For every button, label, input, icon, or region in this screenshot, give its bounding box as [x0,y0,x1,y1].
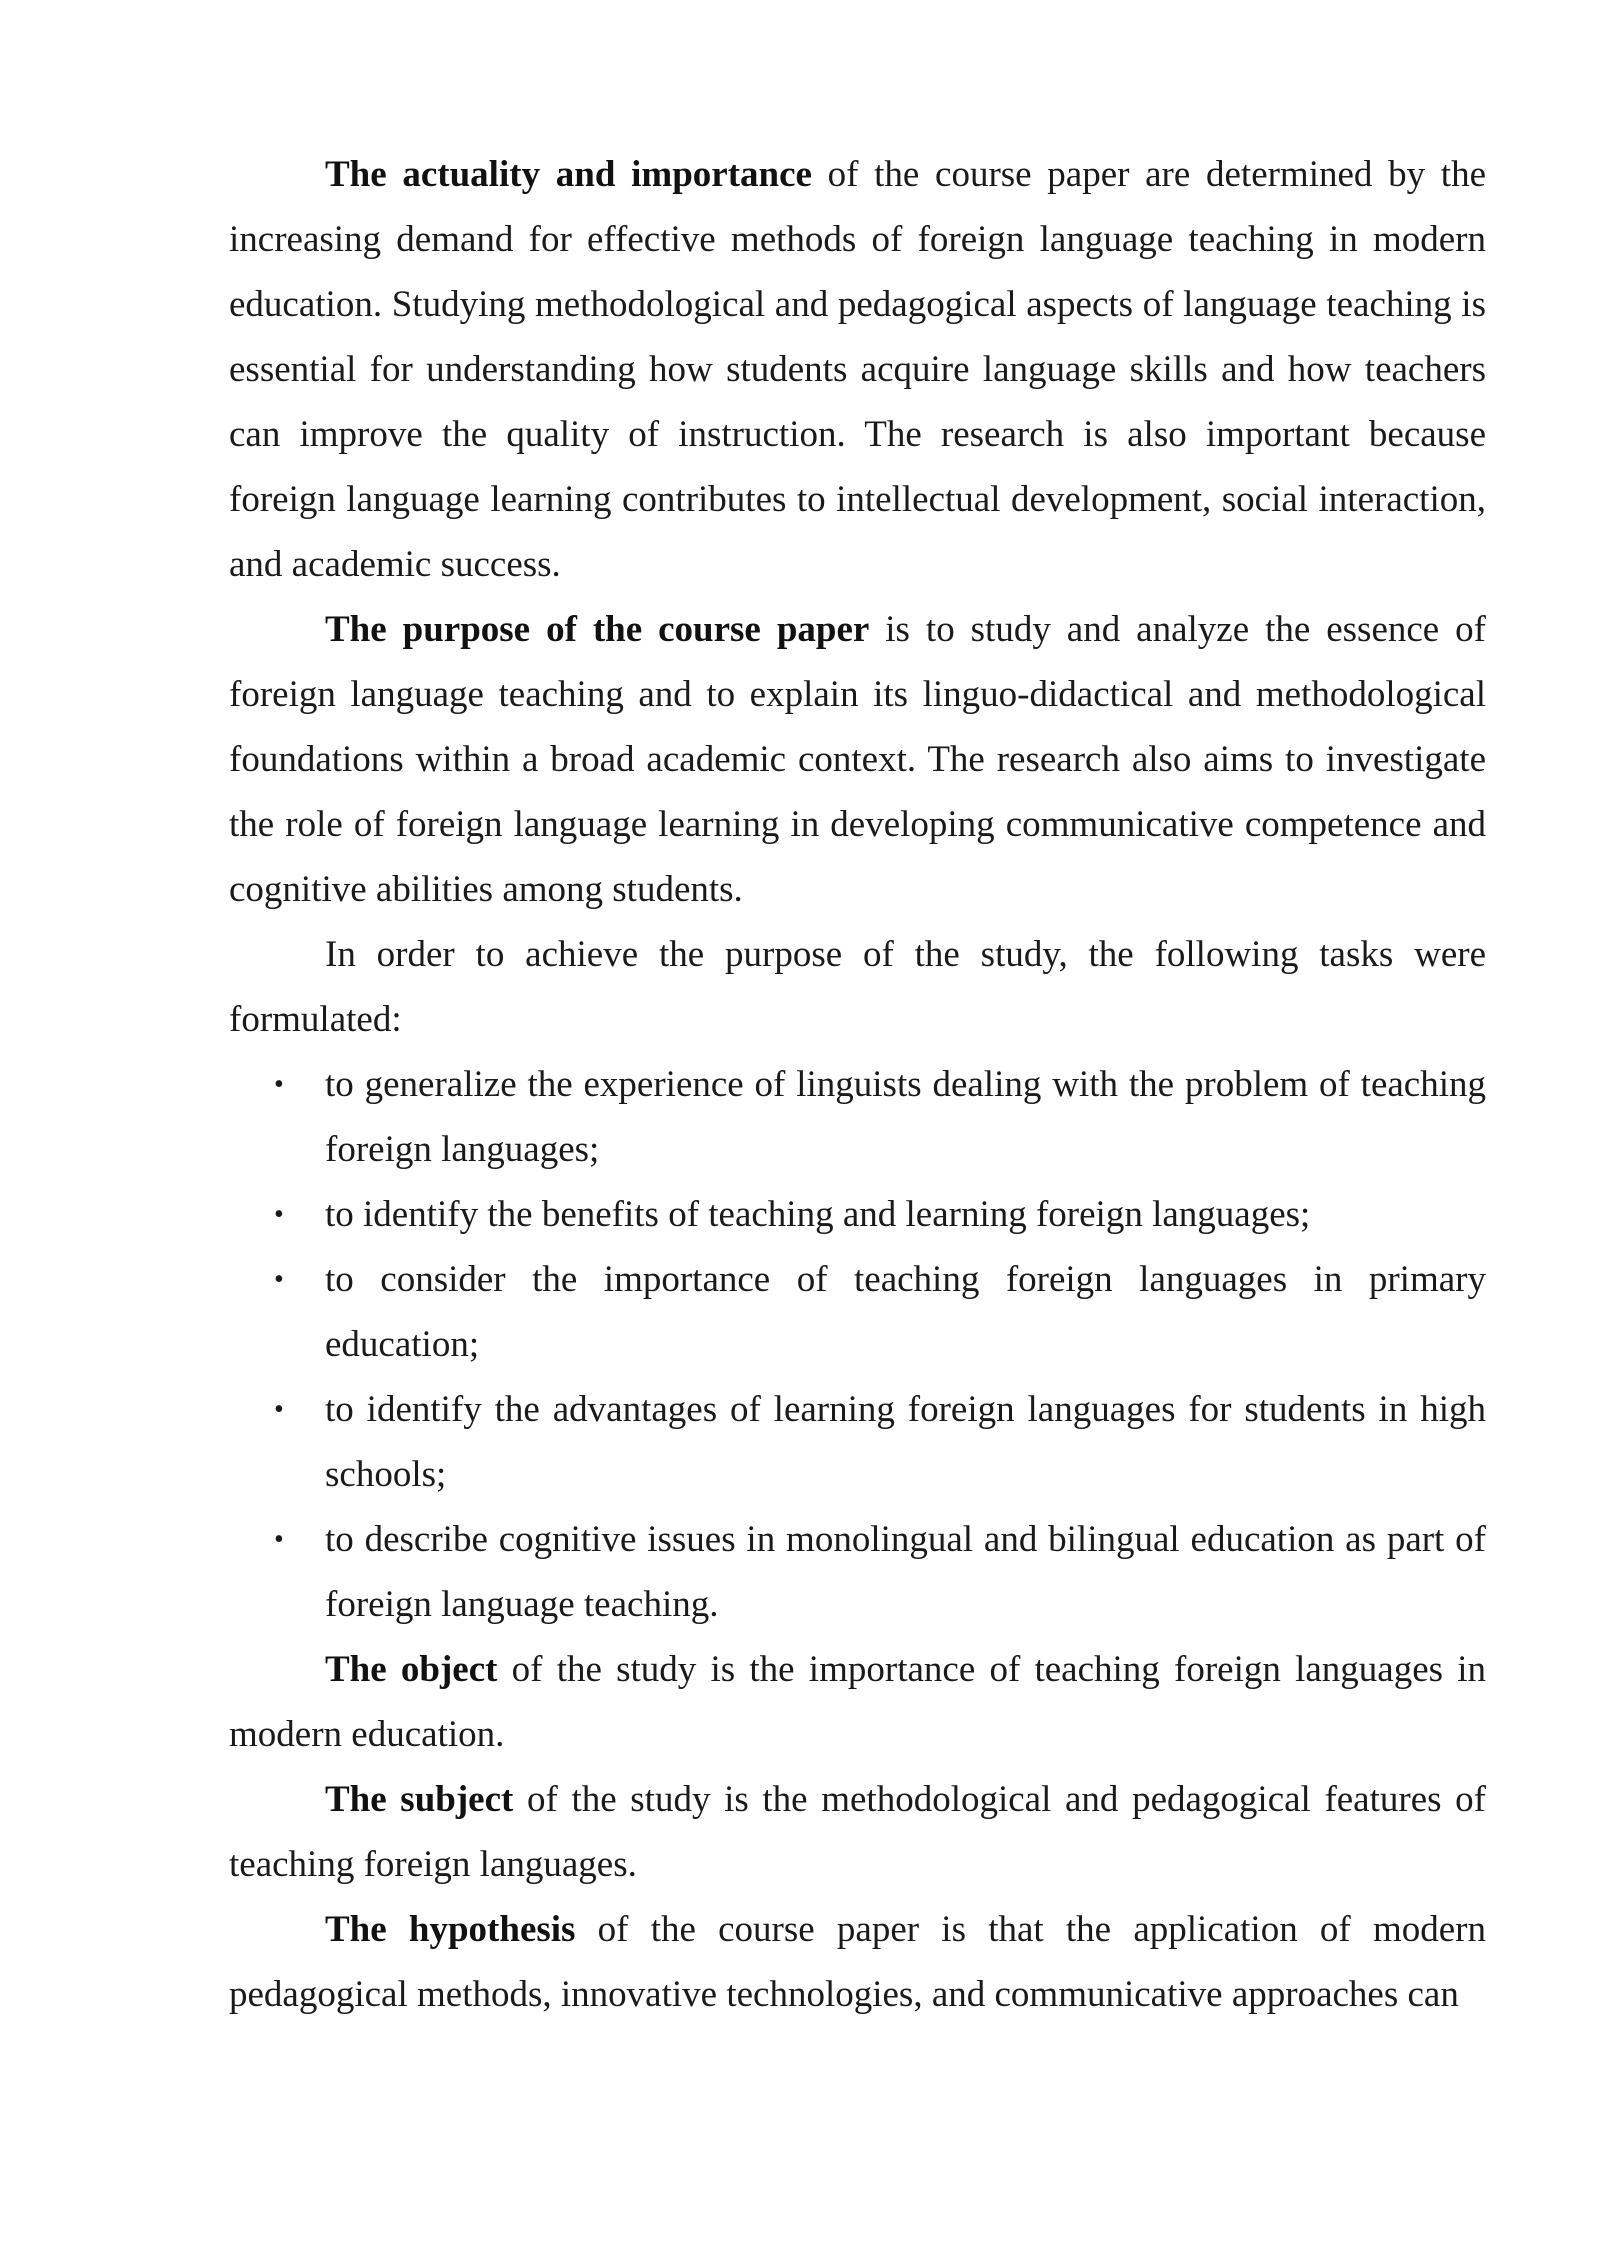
bullet-icon: • [274,1199,284,1230]
tasks-intro-text: In order to achieve the purpose of the study, the following tasks were formulated: [229,934,1486,1040]
task-text: to identify the advantages of learning foreign languages for students in high schools; [325,1389,1486,1495]
list-item [229,1052,1486,1182]
bullet-icon: • [274,1394,284,1425]
list-item [229,1247,1486,1377]
actuality-paragraph [229,142,1486,597]
task-text: to describe cognitive issues in monolingual and bilingual education as part of foreign language teaching. [325,1519,1486,1625]
subject-paragraph [229,1767,1486,1897]
object-heading: The object [325,1649,498,1690]
hypothesis-text: of the course paper is that the application of modern pedagogical methods, innovative technologies, and communicative approaches can [229,1909,1486,2015]
subject-heading: The subject [325,1779,514,1820]
bullet-icon: • [274,1069,284,1100]
list-item [229,1377,1486,1507]
bullet-icon: • [274,1524,284,1555]
task-text: to consider the importance of teaching foreign languages in primary education; [325,1259,1486,1365]
document-body [229,142,1486,2027]
actuality-text: of the course paper are determined by the increasing demand for effective methods of foreign language teaching in modern education. Studying methodological and pedagogical aspects of language teaching is essential for understanding how students acquire language skills and how teachers can improve the quality of instruction. The research is also important because foreign language learning contributes to intellectual development, social interaction, and academic success. [229,154,1486,585]
purpose-text: is to study and analyze the essence of foreign language teaching and to explain its linguo-didactical and methodological foundations within a broad academic context. The research also aims to investigate the role of foreign language learning in developing communicative competence and cognitive abilities among students. [229,609,1487,910]
task-text: to identify the benefits of teaching and learning foreign languages; [325,1194,1311,1235]
subject-text: of the study is the methodological and pedagogical features of teaching foreign languages. [229,1779,1486,1885]
list-item [229,1182,1486,1247]
hypothesis-paragraph [229,1897,1486,2027]
purpose-paragraph [229,597,1486,922]
hypothesis-heading: The hypothesis [325,1909,576,1950]
bullet-icon: • [274,1264,284,1295]
object-paragraph [229,1637,1486,1767]
task-list [229,1052,1486,1637]
object-text: of the study is the importance of teaching foreign languages in modern education. [229,1649,1487,1755]
task-text: to generalize the experience of linguists dealing with the problem of teaching foreign languages; [325,1064,1486,1170]
tasks-intro-paragraph [229,922,1486,1052]
purpose-heading: The purpose of the course paper [325,609,870,650]
actuality-heading: The actuality and importance [325,154,812,195]
list-item [229,1507,1486,1637]
